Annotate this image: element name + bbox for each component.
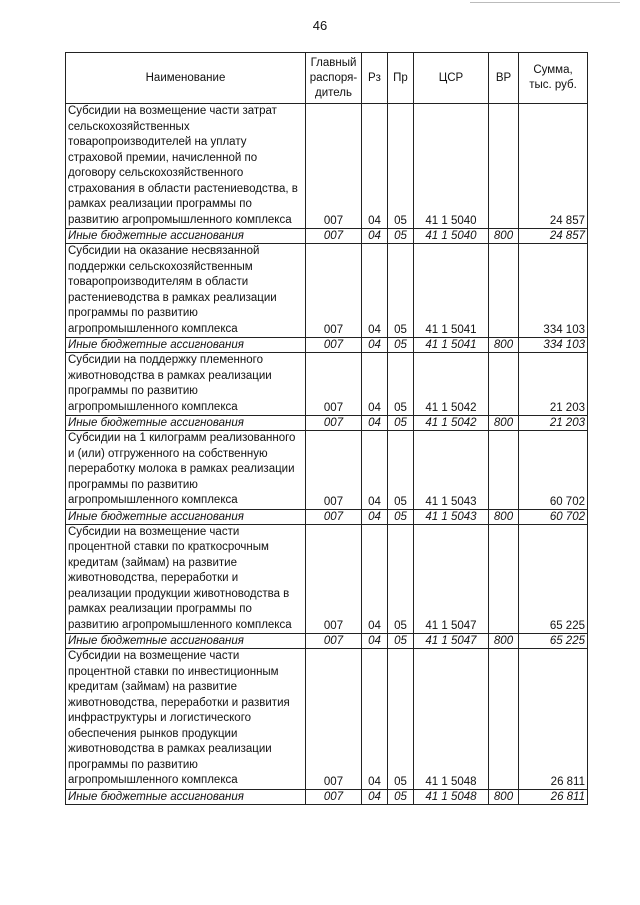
row-rz: 04	[362, 229, 388, 244]
table-row	[66, 229, 588, 244]
row-name: Иные бюджетные ассигнования	[66, 229, 306, 244]
row-rz: 04	[362, 634, 388, 649]
row-vr	[489, 431, 519, 510]
row-csr: 41 1 5042	[414, 353, 489, 416]
row-csr: 41 1 5041	[414, 244, 489, 338]
table-row	[66, 789, 588, 804]
row-sum: 21 203	[519, 416, 588, 431]
row-rz: 04	[362, 649, 388, 790]
row-vr: 800	[489, 416, 519, 431]
table-row	[66, 104, 588, 229]
header-vr: ВР	[489, 53, 519, 104]
row-csr: 41 1 5043	[414, 431, 489, 510]
table-row	[66, 353, 588, 416]
row-rz: 04	[362, 338, 388, 353]
row-name: Субсидии на возмещение части затрат сельскохозяйственных товаропроизводителей на уплату страховой премии, начисленной по договору сельскохозяйственного страхования в области растениеводства, в рамках реализации программы по развитию агропромышленного комплекса	[66, 104, 306, 229]
row-sum: 26 811	[519, 649, 588, 790]
row-csr: 41 1 5047	[414, 634, 489, 649]
row-rz: 04	[362, 104, 388, 229]
row-sum: 26 811	[519, 789, 588, 804]
header-gr: Главный распоря-дитель	[306, 53, 362, 104]
row-rz: 04	[362, 524, 388, 634]
row-pr: 05	[388, 509, 414, 524]
row-name: Субсидии на возмещение части процентной ставки по инвестиционным кредитам (займам) на развитие животноводства, переработки и развития инфраструктуры и логистического обеспечения рынков продукции животноводства в рамках реализации программы по развитию агропромышленного комплекса	[66, 649, 306, 790]
row-gr: 007	[306, 789, 362, 804]
row-csr: 41 1 5048	[414, 649, 489, 790]
row-sum: 334 103	[519, 338, 588, 353]
row-vr	[489, 524, 519, 634]
table-row	[66, 338, 588, 353]
row-name: Иные бюджетные ассигнования	[66, 789, 306, 804]
header-row	[66, 53, 588, 104]
row-csr: 41 1 5041	[414, 338, 489, 353]
row-csr: 41 1 5042	[414, 416, 489, 431]
row-csr: 41 1 5040	[414, 104, 489, 229]
row-csr: 41 1 5043	[414, 509, 489, 524]
row-gr: 007	[306, 229, 362, 244]
row-gr: 007	[306, 524, 362, 634]
row-name: Иные бюджетные ассигнования	[66, 634, 306, 649]
row-pr: 05	[388, 353, 414, 416]
table-row	[66, 634, 588, 649]
row-pr: 05	[388, 229, 414, 244]
row-gr: 007	[306, 431, 362, 510]
table-row	[66, 509, 588, 524]
table-row	[66, 649, 588, 790]
row-sum: 24 857	[519, 104, 588, 229]
row-sum: 60 702	[519, 509, 588, 524]
row-name: Субсидии на возмещение части процентной ставки по краткосрочным кредитам (займам) на развитие животноводства, переработки и реализации продукции животноводства в рамках реализации программы по развитию агропромышленного комплекса	[66, 524, 306, 634]
row-pr: 05	[388, 649, 414, 790]
row-sum: 65 225	[519, 524, 588, 634]
row-gr: 007	[306, 244, 362, 338]
row-rz: 04	[362, 431, 388, 510]
row-gr: 007	[306, 338, 362, 353]
row-gr: 007	[306, 649, 362, 790]
row-rz: 04	[362, 244, 388, 338]
row-name: Иные бюджетные ассигнования	[66, 416, 306, 431]
row-name: Иные бюджетные ассигнования	[66, 338, 306, 353]
row-vr	[489, 649, 519, 790]
row-pr: 05	[388, 431, 414, 510]
table-row	[66, 244, 588, 338]
row-gr: 007	[306, 416, 362, 431]
budget-table	[65, 52, 588, 805]
row-vr: 800	[489, 789, 519, 804]
row-pr: 05	[388, 244, 414, 338]
row-rz: 04	[362, 353, 388, 416]
row-sum: 21 203	[519, 353, 588, 416]
row-csr: 41 1 5047	[414, 524, 489, 634]
row-vr	[489, 353, 519, 416]
row-pr: 05	[388, 338, 414, 353]
row-name: Субсидии на оказание несвязанной поддержки сельскохозяйственным товаропроизводителям в области растениеводства в рамках реализации программы по развитию агропромышленного комплекса	[66, 244, 306, 338]
row-sum: 60 702	[519, 431, 588, 510]
row-gr: 007	[306, 353, 362, 416]
header-name: Наименование	[66, 53, 306, 104]
row-csr: 41 1 5040	[414, 229, 489, 244]
row-rz: 04	[362, 509, 388, 524]
row-pr: 05	[388, 104, 414, 229]
row-vr: 800	[489, 229, 519, 244]
page-number: 46	[312, 18, 328, 33]
row-pr: 05	[388, 634, 414, 649]
row-gr: 007	[306, 509, 362, 524]
row-gr: 007	[306, 634, 362, 649]
row-vr: 800	[489, 338, 519, 353]
row-vr: 800	[489, 509, 519, 524]
row-vr	[489, 104, 519, 229]
table-row	[66, 431, 588, 510]
row-name: Иные бюджетные ассигнования	[66, 509, 306, 524]
header-pr: Пр	[388, 53, 414, 104]
row-rz: 04	[362, 416, 388, 431]
row-sum: 334 103	[519, 244, 588, 338]
row-rz: 04	[362, 789, 388, 804]
row-name: Субсидии на 1 килограмм реализованного и (или) отгруженного на собственную переработку молока в рамках реализации программы по развитию агропромышленного комплекса	[66, 431, 306, 510]
row-pr: 05	[388, 416, 414, 431]
row-vr	[489, 244, 519, 338]
row-sum: 65 225	[519, 634, 588, 649]
row-pr: 05	[388, 524, 414, 634]
header-rz: Рз	[362, 53, 388, 104]
header-csr: ЦСР	[414, 53, 489, 104]
row-sum: 24 857	[519, 229, 588, 244]
row-pr: 05	[388, 789, 414, 804]
top-rule	[470, 2, 620, 3]
row-csr: 41 1 5048	[414, 789, 489, 804]
row-vr: 800	[489, 634, 519, 649]
row-gr: 007	[306, 104, 362, 229]
row-name: Субсидии на поддержку племенного животноводства в рамках реализации программы по развитию агропромышленного комплекса	[66, 353, 306, 416]
header-sum: Сумма, тыс. руб.	[519, 53, 588, 104]
table-row	[66, 524, 588, 634]
table-row	[66, 416, 588, 431]
